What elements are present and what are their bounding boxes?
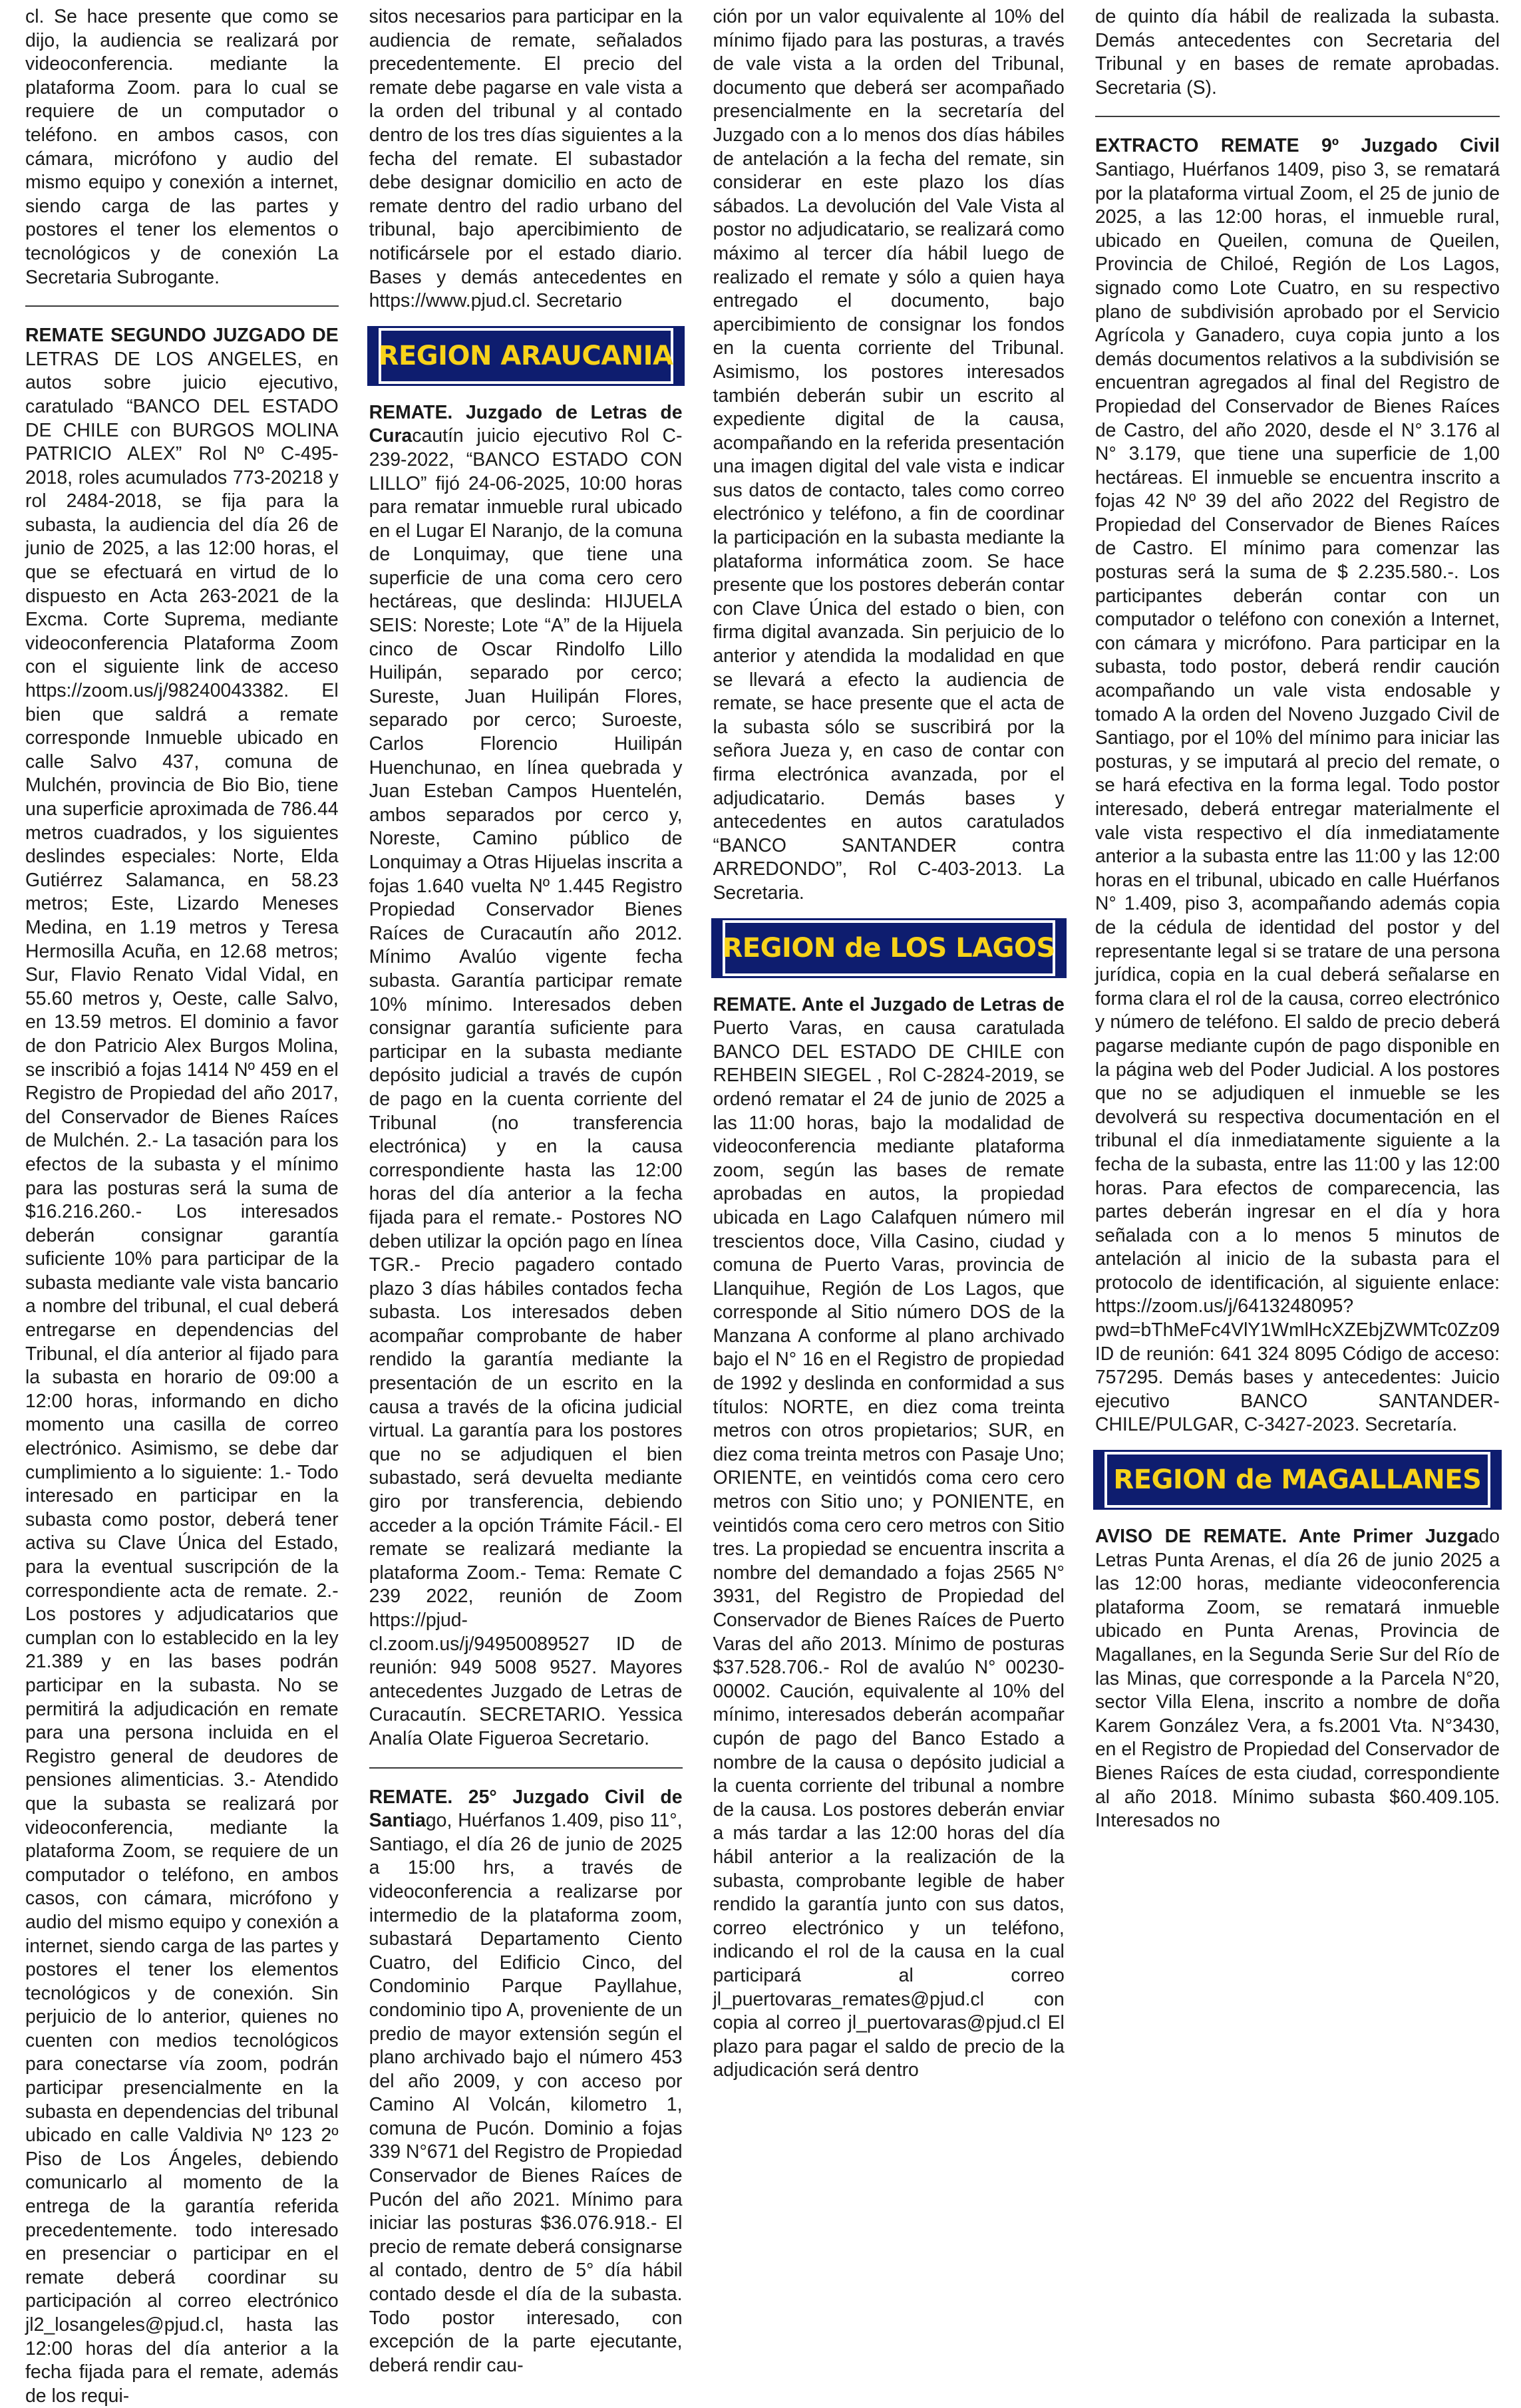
article-lead: REMATE. Juzgado de Letras de Cura: [369, 401, 683, 447]
article-body: cautín juicio ejecutivo Rol C-239-2022, “BANCO ESTADO CON LILLO” fijó 24-06-2025, 10:00 horas para rematar inmueble rural ubicado en el Lugar El Naranjo, de la comuna de Lonquimay, que tiene una superficie de una coma cero cero hectáreas, que deslinda: HIJUELA SEIS: Noreste; Lote “A” de la Hijuela cinco de Oscar Rindolfo Lillo Huilipán, separado por cerco; Sureste, Juan Huilipán Flores, separado por cerco; Suroeste, Carlos Florencio Huilipán Huenchunao, en línea quebrada y Juan Esteban Campos Huentelén, ambos separados por cerco y, Noreste, Camino público de Lonquimay a Otras Hijuelas inscrita a fojas 1.640 vuelta Nº 1.445 Registro Propiedad Conservador Bienes Raíces de Curacautín año 2012. Mínimo Avalúo vigente fecha subasta. Garantía participar remate 10% mínimo. Interesados deben consignar garantía suficiente para participar en la subasta mediante depósito judicial a través de cupón de pago en la cuenta corriente del Tribunal (no transferencia electrónica) y en la causa correspondiente hasta las 12:00 horas del día anterior a la fecha fijada para el remate.- Postores NO deben utilizar la opción pago en línea TGR.- Precio pagadero contado plazo 3 días hábiles contados fecha subasta. Los interesados deben acompañar comprobante de haber rendido la garantía mediante la presentación de un escrito en la causa a través de la oficina judicial virtual. La garantía para los postores que no se adjudiquen el bien subastado, será devuelta mediante giro por transferencia, debiendo acceder a la opción Trámite Fácil.- El remate se realizará mediante la plataforma Zoom.- Tema: Remate C 239 2022, reunión de Zoom https://pjud-cl.zoom.us/j/94950089527 ID de reunión: 949 5008 9527. Mayores antecedentes Juzgado de Letras de Curacautín. SECRETARIO. Yessica Analía Olate Figueroa Secretario.: [369, 425, 683, 1749]
article-lead: REMATE. Ante el Juzgado de Letras de: [713, 993, 1065, 1015]
article-body: Puerto Varas, en causa caratulada BANCO DEL ESTADO DE CHILE con REHBEIN SIEGEL , Rol C-2824-2019, se ordenó rematar el 24 de junio de 2025 a las 11:00 horas, bajo la modalidad de videoconferencia mediante plataforma zoom, según las bases de remate aprobadas en autos, la propiedad ubicada en Lago Calafquen número mil trescientos doce, Villa Casino, ciudad y comuna de Puerto Varas, provincia de Llanquihue, Región de Los Lagos, que corresponde al Sitio número DOS de la Manzana A conforme al plano archivado bajo el N° 16 en el Registro de propiedad de 1992 y deslinda en conformidad a sus títulos: NORTE, en diez coma treinta metros con otros propietarios; SUR, en diez coma treinta metros con Pasaje Uno; ORIENTE, en veintidós coma cero cero metros con Sitio uno; y PONIENTE, en veintidós coma cero cero metros con Sitio tres. La propiedad se encuentra inscrita a nombre del demandado a fojas 2565 N° 3931, del Registro de Propiedad del Conservador de Bienes Raíces de Puerto Varas del año 2013. Mínimo de posturas $37.528.706.- Rol de avalúo N° 00230-00002. Caución, equivalente al 10% del mínimo, interesados deberán acompañar cupón de pago del Banco Estado a nombre de la causa o depósito judicial a la cuenta corriente del tribunal a nombre de la causa. Los postores deberán enviar a más tardar a las 12:00 horas del día hábil anterior a la realización de la subasta, comprobante legible de haber rendido la garantía junto con sus datos, correo electrónico y un teléfono, indicando el rol de la causa en la cual participará al correo jl_puertovaras_remates@pjud.cl con copia al correo jl_puertovaras@pjud.cl El plazo para pagar el saldo de precio de la adjudicación será dentro: [713, 1017, 1065, 2081]
column-4: [1095, 5, 1500, 2137]
article-continued: [1095, 5, 1500, 100]
divider: [1095, 116, 1500, 117]
article-remate-25-juzgado: [369, 1786, 683, 2378]
divider: [25, 305, 339, 307]
section-banner-los-lagos: REGION de LOS LAGOS: [713, 920, 1065, 976]
section-banner-magallanes: REGION de MAGALLANES: [1095, 1452, 1500, 1508]
column-2: [369, 5, 683, 2376]
article-body: Santiago, Huérfanos 1409, piso 3, se rematará por la plataforma virtual Zoom, el 25 de junio de 2025, a las 12:00 horas, el inmueble rural, ubicado en Queilen, comuna de Queilen, Provincia de Chiloé, Región de Los Lagos, signado como Lote Cuatro, en su respectivo plano de subdivisión aprobado por el Servicio Agrícola y Ganadero, cuya copia junto a los demás documentos relativos a la subdivisión se encuentran agregados al final del Registro de Propiedad del Conservador de Bienes Raíces de Castro, del año 2020, desde el N° 3.176 al N° 3.179, que tiene una superficie de 1,00 hectáreas. El inmueble se encuentra inscrito a fojas 42 Nº 39 del año 2022 del Registro de Propiedad del Conservador de Bienes Raíces de Castro. El mínimo para comenzar las posturas será la suma de $ 2.235.580.-. Los participantes deberán contar con un computador o teléfono con conexión a Internet, con cámara y micrófono. Para participar en la subasta, todo postor, deberá rendir caución acompañando un vale vista endosable y tomado A la orden del Noveno Juzgado Civil de Santiago, por el 10% del mínimo para iniciar las posturas, y se imputará al precio del remate, o se hará efectiva en la forma legal. Todo postor interesado, deberá entregar materialmente el vale vista respectivo el día inmediatamente anterior a la subasta entre las 11:00 y las 12:00 horas en el tribunal, ubicado en calle Huérfanos N° 1.409, piso 3, acompañando además copia de la cédula de identidad del postor y del representante legal si se tratare de una persona jurídica, copia en la cual deberá señalarse en forma clara el rol de la causa, correo electrónico y número de teléfono. El saldo de precio deberá pagarse mediante cupón de pago disponible en la página web del Poder Judicial. A los postores que no se adjudiquen el inmueble se les devolverá su respectiva documentación en el tribunal el día inmediatamente siguiente a la fecha de la subasta, entre las 11:00 y las 12:00 horas. Para efectos de comparecencia, las partes deberán ingresar en el día y hora señalada con a lo menos 5 minutos de antelación al inicio de la subasta para el protocolo de identificación, al siguiente enlace: https://zoom.us/j/6413248095?pwd=bThMeFc4VlY1WmlHcXZEbjZWMTc0Zz09 ID de reunión: 641 324 8095 Código de acceso: 757295. Demás bases y antecedentes: Juicio ejecutivo BANCO SANTANDER- CHILE/PULGAR, C-3427-2023. Secretaría.: [1095, 158, 1500, 1436]
article-remate-los-angeles: [25, 324, 339, 2408]
article-extracto-remate-9-juzgado: [1095, 134, 1500, 1437]
article-body: de quinto día hábil de realizada la subasta. Demás antecedentes con Secretaria del Tribunal y en bases de remate aprobadas. Secretaria (S).: [1095, 6, 1500, 98]
section-banner-araucania: REGION ARAUCANIA: [369, 328, 683, 384]
article-body: sitos necesarios para participar en la audiencia de remate, señalados precedentemente. El precio del remate debe pagarse en vale vista a la orden del tribunal y al contado dentro de los tres días siguientes a la fecha del remate. El subastador debe designar domicilio en acto de remate dentro del radio urbano del tribunal, bajo apercibimiento de notificársele por el estado diario. Bases y demás antecedentes en https://www.pjud.cl. Secretario: [369, 6, 683, 312]
article-body: cl. Se hace presente que como se dijo, la audiencia se realizará por videoconferencia. mediante la plataforma Zoom. para lo cual se requiere de un computador o teléfono. en ambos casos, con cámara, micrófono y audio del mismo equipo y conexión a internet, siendo carga de las partes y postores el tener los elementos o tecnológicos y de conexión La Secretaria Subrogante.: [25, 6, 339, 288]
article-continued: [369, 5, 683, 313]
column-1: [25, 5, 339, 2407]
article-lead: REMATE. 25° Juzgado Civil de Santia: [369, 1786, 683, 1832]
article-lead: EXTRACTO REMATE 9º Juzgado Civil: [1095, 135, 1500, 157]
article-continued: [713, 5, 1065, 906]
article-aviso-remate-punta-arenas: [1095, 1525, 1500, 1833]
article-body: do Letras Punta Arenas, el día 26 de junio 2025 a las 12:00 horas, mediante videoconferencia plataforma Zoom, se rematará inmueble ubicado en Punta Arenas, Provincia de Magallanes, en la Segunda Serie Sur del Río de las Minas, que corresponde a la Parcela N°20, sector Villa Elena, inscrito a nombre de doña Karem González Vera, a fs.2001 Vta. N°3430, en el Registro de Propiedad del Conservador de Bienes Raíces de esta ciudad, correspondiente al año 2018. Mínimo subasta $60.409.105. Interesados no: [1095, 1526, 1500, 1832]
article-lead: REMATE SEGUNDO JUZGADO DE: [25, 325, 339, 347]
divider: [369, 1767, 683, 1769]
article-body: LETRAS DE LOS ANGELES, en autos sobre juicio ejecutivo, caratulado “BANCO DEL ESTADO DE CHILE con BURGOS MOLINA PATRICIO ALEX” Rol Nº C-495-2018, roles acumulados 773-20218 y rol 2484-2018, se fija para la subasta, la audiencia del día 26 de junio de 2025, a las 12:00 horas, el que se efectuará en virtud de lo dispuesto en Acta 263-2021 de la Excma. Corte Suprema, mediante videoconferencia Plataforma Zoom con el siguiente link de acceso https://zoom.us/j/98240043382. El bien que saldrá a remate corresponde Inmueble ubicado en calle Salvo 437, comuna de Mulchén, provincia de Bio Bio, tiene una superficie aproximada de 786.44 metros cuadrados, y los siguientes deslindes especiales: Norte, Elda Gutiérrez Salamanca, en 58.23 metros; Este, Lizardo Meneses Medina, en 1.19 metros y Teresa Hermosilla Acuña, en 12.68 metros; Sur, Flavio Renato Vidal Vidal, en 55.60 metros y, Oeste, calle Salvo, en 13.59 metros. El dominio a favor de don Patricio Alex Burgos Molina, se inscribió a fojas 1414 Nº 459 en el Registro de Propiedad del año 2017, del Conservador de Bienes Raíces de Mulchén. 2.- La tasación para los efectos de la subasta y el mínimo para las posturas será la suma de $16.216.260.- Los interesados deberán consignar garantía suficiente 10% para participar de la subasta mediante vale vista bancario a nombre del tribunal, el cual deberá entregarse en dependencias del Tribunal, el día anterior al fijado para la subasta en horario de 09:00 a 12:00 horas, informando en dicho momento una casilla de correo electrónico. Asimismo, se debe dar cumplimiento a lo siguiente: 1.- Todo interesado en participar en la subasta como postor, deberá tener activa su Clave Única del Estado, para la eventual suscripción de la correspondiente acta de remate. 2.- Los postores y adjudicatarios que cumplan con lo establecido en la ley 21.389 y en las bases podrán participar en la subasta. No se permitirá la adjudicación en remate para una persona incluida en el Registro general de deudores de pensiones alimenticias. 3.- Atendido que la subasta se realizará por videoconferencia, mediante la plataforma Zoom, se requiere de un computador o teléfono, en ambos casos, con cámara, micrófono y audio del mismo equipo y conexión a internet, siendo carga de las partes y postores el tener los elementos tecnológicos y de conexión. Sin perjuicio de lo anterior, quienes no cuenten con medios tecnológicos para conectarse vía zoom, podrán participar presencialmente en la subasta en dependencias del tribunal ubicado en calle Valdivia Nº 123 2º Piso de Los Ángeles, debiendo comunicarlo al momento de la entrega de la garantía referida precedentemente. todo interesado en presenciar o participar en el remate deberá coordinar su participación al correo electrónico jl2_losangeles@pjud.cl, hasta las 12:00 horas del día anterior a la fecha fijada para el remate, además de los requi-: [25, 348, 339, 2407]
article-remate-puerto-varas: [713, 993, 1065, 2083]
article-remate-curacautin: [369, 401, 683, 1751]
article-body: go, Huérfanos 1.409, piso 11°, Santiago, el día 26 de junio de 2025 a 15:00 hrs, a través de videoconferencia a realizarse por intermedio de la plataforma zoom, subastará Departamento Ciento Cuatro, del Edificio Cinco, del Condominio Parque Payllahue, condominio tipo A, proveniente de un predio de mayor extensión según el plano archivado bajo el número 453 del año 2009, y con acceso por Camino Al Volcán, kilometro 1, comuna de Pucón. Dominio a fojas 339 N°671 del Registro de Propiedad Conservador de Bienes Raíces de Pucón del año 2021. Mínimo para iniciar las posturas $36.076.918.- El precio de remate deberá consignarse al contado, dentro de 5° día hábil contado desde el día de la subasta. Todo postor interesado, con excepción de la parte ejecutante, deberá rendir cau-: [369, 1810, 683, 2376]
article-lead: AVISO DE REMATE. Ante Primer Juzga: [1095, 1526, 1479, 1548]
article-continued: [25, 5, 339, 289]
article-body: ción por un valor equivalente al 10% del mínimo fijado para las posturas, a través de vale vista a la orden del Tribunal, documento que deberá ser acompañado presencialmente en la secretaría del Juzgado con a lo menos dos días hábiles de antelación a la fecha del remate, sin considerar en este plazo los días sábados. La devolución del Vale Vista al postor no adjudicatario, se realizará como máximo al tercer día hábil luego de realizado el remate y sólo a quien haya entregado el documento, bajo apercibimiento de consignar los fondos en la cuenta corriente del Tribunal. Asimismo, los postores interesados también deberán subir un escrito al expediente digital de la causa, acompañando en la referida presentación una imagen digital del vale vista e indicar sus datos de contacto, tales como correo electrónico y teléfono, a fin de coordinar la participación en la subasta mediante la plataforma informática zoom. Se hace presente que los postores deberán contar con Clave Única del estado o bien, con firma digital avanzada. Sin perjuicio de lo anterior y atendida la modalidad en que se llevará a efecto la audiencia de remate, se hace presente que el acta de la subasta sólo se suscribirá por la señora Jueza y, en caso de contar con firma electrónica avanzada, por el adjudicatario. Demás bases y antecedentes en autos caratulados “BANCO SANTANDER contra ARREDONDO”, Rol C-403-2013. La Secretaria.: [713, 6, 1065, 904]
column-3: [713, 5, 1065, 2137]
